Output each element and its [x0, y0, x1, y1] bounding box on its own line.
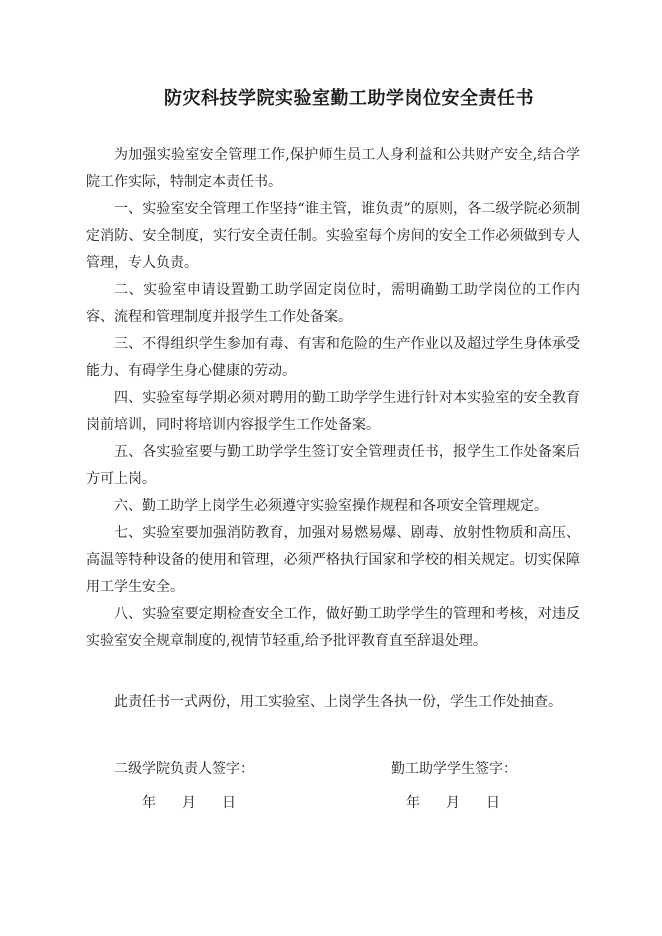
paragraph-item-6: 六、勤工助学上岗学生必须遵守实验室操作规程和各项安全管理规定。: [114, 498, 548, 514]
paragraph-item-4: 四、实验室每学期必须对聘用的勤工助学学生进行针对本实验室的安全教育岗前培训，同时将培训内容报学生工作处备案。: [86, 390, 580, 433]
date-month-label: 月: [446, 795, 460, 811]
closing-note: 此责任书一式两份，用工实验室、上岗学生各执一份，学生工作处抽查。: [114, 694, 562, 710]
paragraph-item-7: 七、实验室要加强消防教育，加强对易燃易爆、剧毒、放射性物质和高压、高温等特种设备的使用和管理，必须严格执行国家和学校的相关规定。切实保障用工学生安全。: [86, 525, 580, 595]
college-leader-signature-label: 二级学院负责人签字：: [114, 761, 254, 777]
paragraph-item-3: 三、不得组织学生参加有毒、有害和危险的生产作业以及超过学生身体承受能力、有碍学生身心健康的劳动。: [86, 336, 580, 379]
paragraph-intro: 为加强实验室安全管理工作,保护师生员工人身利益和公共财产安全,结合学院工作实际，特制定本责任书。: [86, 147, 580, 190]
student-signature-label: 勤工助学学生签字：: [391, 761, 517, 777]
date-day-label: 日: [222, 795, 236, 811]
college-leader-date: [142, 793, 262, 813]
date-year-label: 年: [406, 795, 420, 811]
paragraph-item-5: 五、各实验室要与勤工助学学生签订安全管理责任书，报学生工作处备案后方可上岗。: [86, 444, 580, 487]
paragraph-item-2: 二、实验室申请设置勤工助学固定岗位时，需明确勤工助学岗位的工作内容、流程和管理制度并报学生工作处备案。: [86, 282, 580, 325]
student-date: [406, 793, 526, 813]
date-year-label: 年: [142, 795, 156, 811]
document-title: 防灾科技学院实验室勤工助学岗位安全责任书: [164, 88, 534, 109]
date-month-label: 月: [182, 795, 196, 811]
document-body: [86, 142, 580, 655]
paragraph-item-1: 一、实验室安全管理工作坚持“谁主管，谁负责”的原则，各二级学院必须制定消防、安全制度，实行安全责任制。实验室每个房间的安全工作必须做到专人管理，专人负责。: [86, 201, 580, 271]
paragraph-item-8: 八、实验室要定期检查安全工作，做好勤工助学学生的管理和考核，对违反实验室安全规章制度的,视情节轻重,给予批评教育直至辞退处理。: [86, 606, 580, 649]
date-day-label: 日: [486, 795, 500, 811]
